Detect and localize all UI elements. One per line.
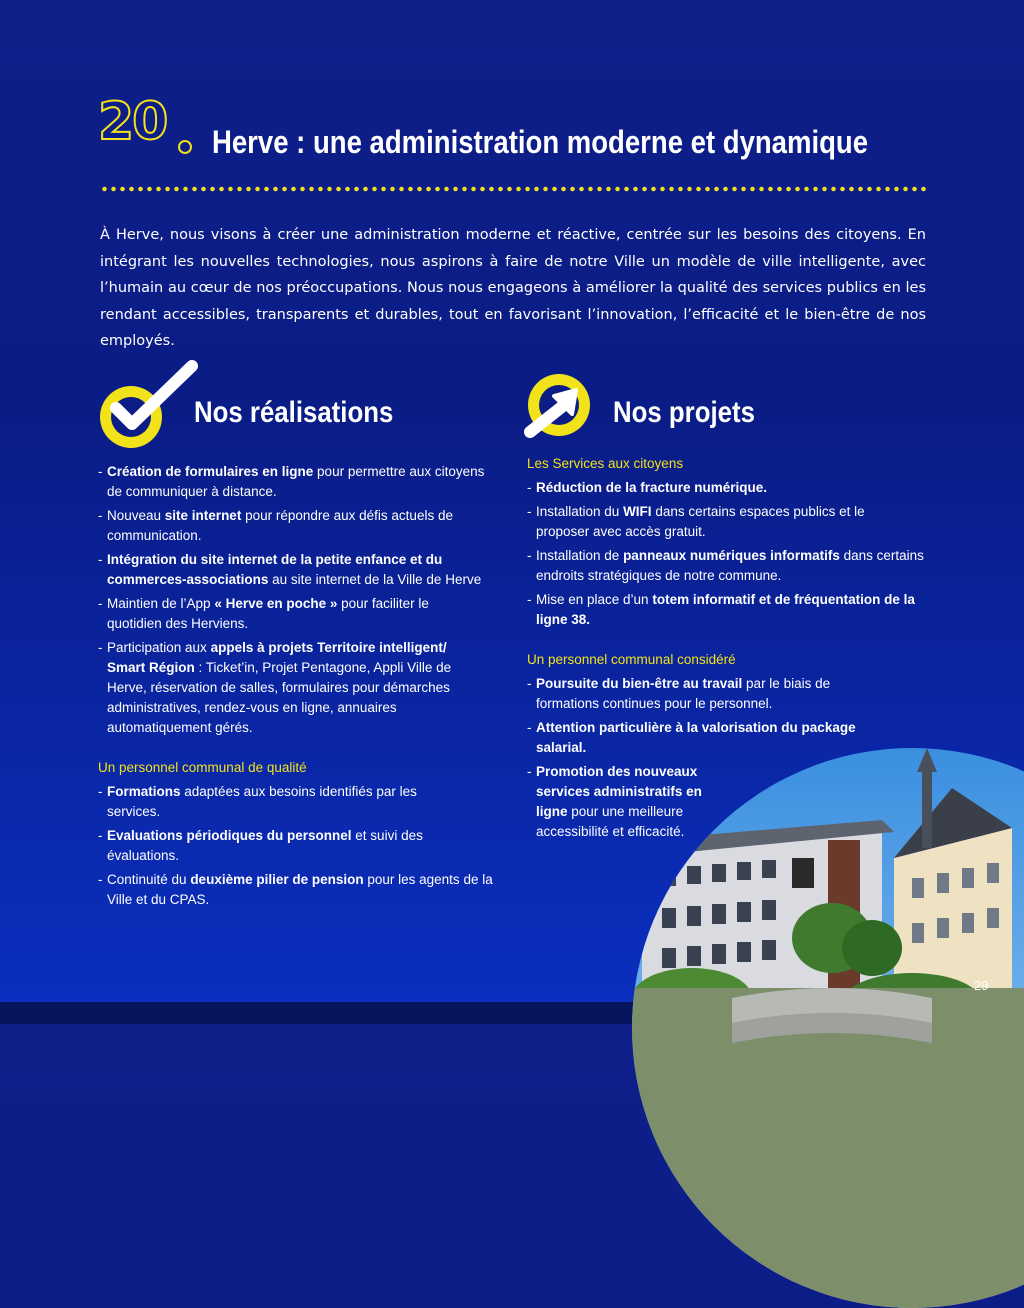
list-item: - Réduction de la fracture numérique.: [527, 478, 927, 498]
list-item: - Promotion des nouveaux services administratifs en ligne pour une meilleure accessibilité et efficacité.: [527, 762, 726, 842]
projets-subheading-services: Les Services aux citoyens: [527, 456, 684, 471]
projets-subheading-personnel: Un personnel communal considéré: [527, 652, 736, 667]
list-item: - Evaluations périodiques du personnel et suivi des évaluations.: [98, 826, 467, 866]
realisations-subheading: Un personnel communal de qualité: [98, 760, 307, 775]
list-item: - Nouveau site internet pour répondre aux défis actuels de communication.: [98, 506, 498, 546]
page-number: 29: [974, 978, 989, 993]
section-number: 20: [98, 92, 167, 152]
list-item: - Intégration du site internet de la petite enfance et du commerces-associations au site internet de la Ville de Herve: [98, 550, 498, 590]
list-item: - Poursuite du bien-être au travail par le biais de formations continues pour le personnel.: [527, 674, 896, 714]
page-title: Herve : une administration moderne et dynamique: [212, 124, 869, 160]
list-item: - Attention particulière à la valorisation du package salarial.: [527, 718, 896, 758]
projets-services-list: [527, 478, 927, 630]
realisations-heading: Nos réalisations: [194, 396, 394, 429]
dotted-divider: [100, 186, 926, 192]
list-item: - Création de formulaires en ligne pour permettre aux citoyens de communiquer à distance.: [98, 462, 498, 502]
list-item: - Formations adaptées aux besoins identifiés par les services.: [98, 782, 467, 822]
realisations-personnel-list: [98, 782, 498, 910]
list-item: - Maintien de l’App « Herve en poche » pour faciliter le quotidien des Herviens.: [98, 594, 452, 634]
realisations-list: [98, 462, 498, 738]
list-item: - Installation de panneaux numériques informatifs dans certains endroits stratégiques de notre commune.: [527, 546, 927, 586]
list-item: - Participation aux appels à projets Territoire intelligent/ Smart Région : Ticket’in, Projet Pentagone, Appli Ville de Herve, réservation de salles, formulaires pour démarches administratives, rendez-vous en ligne, annuaires automatiquement gérés.: [98, 638, 482, 738]
checkmark-icon: [100, 386, 162, 448]
section-number-dot: [178, 140, 192, 154]
realisations-column: [98, 462, 498, 914]
arrow-icon: [528, 374, 590, 436]
intro-paragraph: À Herve, nous visons à créer une administration moderne et réactive, centrée sur les besoins des citoyens. En intégrant les nouvelles technologies, nous aspirons à faire de notre Ville un modèle de ville intelligente, avec l’humain au cœur de nos préoccupations. Nous nous engageons à améliorer la qualité des services publics en les rendant accessibles, transparents et durables, tout en favorisant l’innovation, l’efficacité et le bien-être de nos employés.: [100, 227, 926, 349]
list-item: - Installation du WIFI dans certains espaces publics et le proposer avec accès gratuit.: [527, 502, 906, 542]
list-item: - Continuité du deuxième pilier de pension pour les agents de la Ville et du CPAS.: [98, 870, 498, 910]
projets-heading: Nos projets: [613, 396, 755, 429]
list-item: - Mise en place d’un totem informatif et de fréquentation de la ligne 38.: [527, 590, 926, 630]
